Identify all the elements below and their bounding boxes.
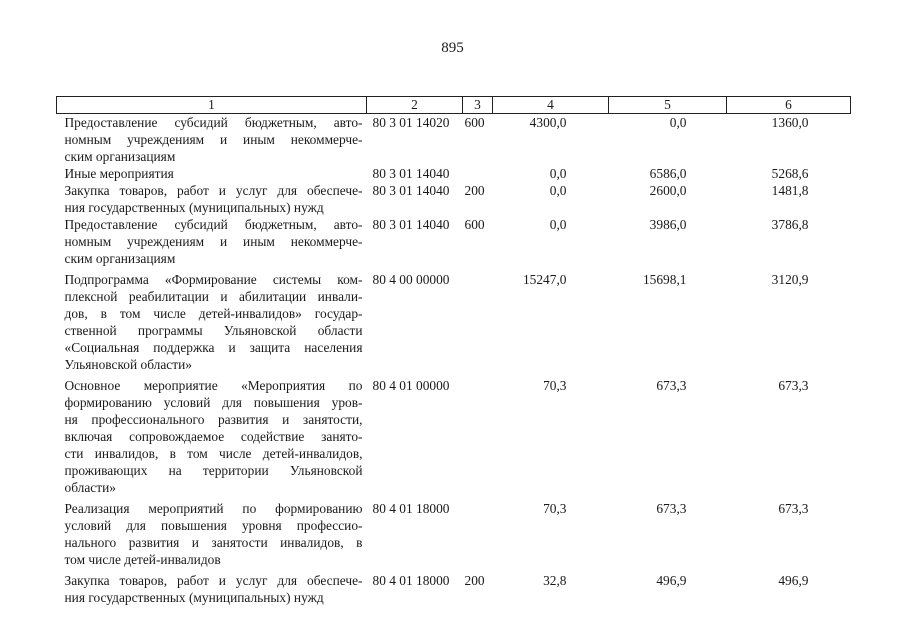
row-value-6: 1360,0 [771, 115, 809, 130]
row-name-line: Закупка товаров, работ и услуг для обеспече- [64, 573, 363, 588]
table-row [57, 373, 851, 496]
table-header [57, 97, 851, 114]
row-name [57, 496, 367, 568]
table-row [57, 267, 851, 373]
row-code: 80 4 01 18000 [372, 573, 450, 588]
table-row [57, 182, 851, 216]
table-row [57, 568, 851, 606]
row-name-line: нального развития и занятости инвалидов, в [64, 535, 363, 550]
row-code: 80 3 01 14040 [372, 183, 450, 198]
row-expense-type [463, 267, 493, 373]
row-value-6: 3120,9 [771, 272, 809, 287]
row-expense-type: 600 [464, 115, 485, 130]
row-name-line: ния государственных (муниципальных) нужд [64, 590, 324, 605]
header-row [57, 97, 851, 114]
row-name-line: Предоставление субсидий бюджетным, авто- [64, 115, 363, 130]
row-code: 80 4 01 00000 [372, 378, 450, 393]
page-number: 895 [441, 40, 464, 56]
row-name-line: ским организациям [64, 149, 176, 164]
row-value-5: 673,3 [656, 378, 687, 393]
header-col-2: 2 [367, 97, 463, 114]
row-name [57, 165, 367, 182]
row-name-line: формированию условий для повышения уров- [64, 395, 363, 410]
row-value-6: 673,3 [778, 501, 809, 516]
row-expense-type [463, 373, 493, 496]
row-name-line: том числе детей-инвалидов [64, 552, 221, 567]
row-name-line: Подпрограмма «Формирование системы ком- [64, 272, 363, 287]
row-name [57, 182, 367, 216]
row-value-6: 673,3 [778, 378, 809, 393]
row-name-line: ния государственных (муниципальных) нужд [64, 200, 324, 215]
row-value-4: 4300,0 [529, 115, 567, 130]
row-name-line: условий для повышения уровня профессио- [64, 518, 363, 533]
row-value-5: 6586,0 [649, 166, 687, 181]
row-value-5: 496,9 [656, 573, 687, 588]
row-code: 80 3 01 14040 [372, 217, 450, 232]
row-name-line: дов, в том числе детей-инвалидов» государ- [64, 306, 363, 321]
table-row [57, 165, 851, 182]
row-code: 80 3 01 14020 [372, 115, 450, 130]
row-name [57, 114, 367, 166]
row-value-6: 1481,8 [771, 183, 809, 198]
row-value-5: 673,3 [656, 501, 687, 516]
row-name [57, 373, 367, 496]
row-value-5: 0,0 [669, 115, 687, 130]
row-value-5: 2600,0 [649, 183, 687, 198]
row-expense-type [463, 165, 493, 182]
row-expense-type: 600 [464, 217, 485, 232]
row-name-line: Закупка товаров, работ и услуг для обеспече- [64, 183, 363, 198]
row-value-5: 3986,0 [649, 217, 687, 232]
row-name [57, 568, 367, 606]
row-name-line: плексной реабилитации и абилитации инвали- [64, 289, 363, 304]
row-expense-type: 200 [464, 573, 485, 588]
row-name-line: проживающих на территории Ульяновской [64, 463, 363, 478]
row-name-line: Ульяновской области» [64, 357, 192, 372]
row-value-4: 0,0 [549, 217, 567, 232]
row-expense-type: 200 [464, 183, 485, 198]
table-body [57, 114, 851, 607]
row-name-line: Реализация мероприятий по формированию [64, 501, 363, 516]
row-name [57, 216, 367, 267]
table-row [57, 496, 851, 568]
row-value-6: 3786,8 [771, 217, 809, 232]
row-name-line: «Социальная поддержка и защита населения [64, 340, 363, 355]
row-name-line: Основное мероприятие «Мероприятия по [64, 378, 363, 393]
row-value-4: 0,0 [549, 183, 567, 198]
row-name-line: Иные мероприятия [64, 166, 174, 181]
row-name-line: номным учреждениям и иным некоммерче- [64, 234, 363, 249]
row-name-line: ским организациям [64, 251, 176, 266]
header-col-4: 4 [493, 97, 609, 114]
row-value-6: 5268,6 [771, 166, 809, 181]
row-name [57, 267, 367, 373]
row-code: 80 4 00 00000 [372, 272, 450, 287]
row-code: 80 3 01 14040 [372, 166, 450, 181]
table-row [57, 114, 851, 166]
header-col-1: 1 [57, 97, 367, 114]
row-value-4: 70,3 [543, 378, 567, 393]
row-name-line: ня профессионального развития и занятости, [64, 412, 363, 427]
row-expense-type [463, 496, 493, 568]
header-col-3: 3 [463, 97, 493, 114]
row-value-5: 15698,1 [642, 272, 687, 287]
row-value-4: 15247,0 [522, 272, 567, 287]
row-name-line: Предоставление субсидий бюджетным, авто- [64, 217, 363, 232]
row-name-line: области» [64, 480, 116, 495]
row-value-6: 496,9 [778, 573, 809, 588]
row-name-line: сти инвалидов, в том числе детей-инвалидов, [64, 446, 363, 461]
row-name-line: ственной программы Ульяновской области [64, 323, 363, 338]
table-row [57, 216, 851, 267]
row-value-4: 32,8 [543, 573, 567, 588]
row-code: 80 4 01 18000 [372, 501, 450, 516]
row-value-4: 70,3 [543, 501, 567, 516]
header-col-6: 6 [727, 97, 851, 114]
row-name-line: номным учреждениям и иным некоммерче- [64, 132, 363, 147]
budget-table [56, 96, 851, 606]
header-col-5: 5 [609, 97, 727, 114]
row-value-4: 0,0 [549, 166, 567, 181]
row-name-line: включая сопровождаемое содействие занято- [64, 429, 363, 444]
